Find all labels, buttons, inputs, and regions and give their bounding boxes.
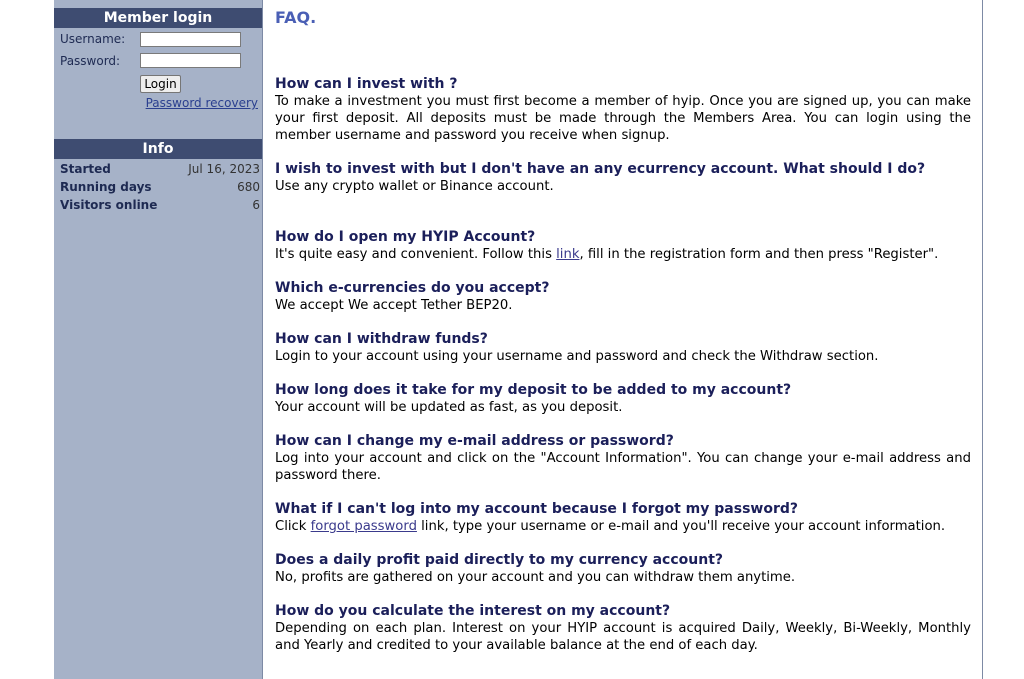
forgot-password-link[interactable]: forgot password xyxy=(310,519,417,534)
faq-item xyxy=(275,331,971,365)
faq-answer: Your account will be updated as fast, as you deposit. xyxy=(275,400,623,415)
password-label: Password: xyxy=(60,54,121,68)
faq-question: How can I change my e-mail address or password? xyxy=(275,433,674,449)
faq-question: I wish to invest with but I don't have an any ecurrency account. What should I do? xyxy=(275,161,926,177)
faq-list xyxy=(275,76,971,654)
registration-link[interactable]: link xyxy=(556,247,580,262)
faq-answer: Login to your account using your username and password and check the Withdraw section. xyxy=(275,349,879,364)
faq-item xyxy=(275,552,971,586)
faq-answer xyxy=(275,518,971,535)
info-row-visitors-online xyxy=(60,198,260,216)
answer-text: link, type your username or e-mail and you'll receive your account information. xyxy=(416,519,946,534)
faq-item xyxy=(275,280,971,314)
faq-question: How can I withdraw funds? xyxy=(275,331,488,347)
info-row-running-days xyxy=(60,180,260,198)
faq-answer: We accept We accept Tether BEP20. xyxy=(275,298,513,313)
member-login-header: Member login xyxy=(54,8,262,28)
faq-question: How do you calculate the interest on my account? xyxy=(275,603,671,619)
faq-answer: Depending on each plan. Interest on your HYIP account is acquired Daily, Weekly, Bi-Weekly, Monthly and Yearly and credited to your available balance at the end of each day. xyxy=(275,621,971,653)
faq-question: How do I open my HYIP Account? xyxy=(275,229,536,245)
info-label: Running days xyxy=(60,180,152,194)
password-input[interactable] xyxy=(140,53,241,68)
faq-answer xyxy=(275,246,971,263)
username-input[interactable] xyxy=(140,32,241,47)
info-label: Started xyxy=(60,162,111,176)
password-recovery-link[interactable]: Password recovery xyxy=(145,96,258,110)
faq-answer: Log into your account and click on the "Account Information". You can change your e-mail address and password there. xyxy=(275,451,971,483)
faq-item xyxy=(275,229,971,263)
info-value: Jul 16, 2023 xyxy=(188,162,260,176)
faq-question: Which e-currencies do you accept? xyxy=(275,280,550,296)
faq-item xyxy=(275,161,971,195)
sidebar xyxy=(54,0,263,679)
faq-question: How can I invest with ? xyxy=(275,76,458,92)
faq-item xyxy=(275,76,971,144)
info-value: 6 xyxy=(252,198,260,212)
info-label: Visitors online xyxy=(60,198,158,212)
page-title: FAQ. xyxy=(275,8,317,27)
main-content xyxy=(263,0,983,679)
faq-question: Does a daily profit paid directly to my currency account? xyxy=(275,552,724,568)
answer-text: It's quite easy and convenient. Follow this xyxy=(275,247,557,262)
faq-item xyxy=(275,603,971,654)
faq-question: How long does it take for my deposit to be added to my account? xyxy=(275,382,792,398)
faq-item xyxy=(275,382,971,416)
answer-text: Click xyxy=(275,519,311,534)
faq-answer: No, profits are gathered on your account and you can withdraw them anytime. xyxy=(275,570,796,585)
answer-text: , fill in the registration form and then press "Register". xyxy=(579,247,939,262)
username-label: Username: xyxy=(60,32,126,46)
faq-answer: To make a investment you must first become a member of hyip. Once you are signed up, you can make your first deposit. All deposits must be made through the Members Area. You can login using the member username and password you receive when signup. xyxy=(275,94,971,143)
faq-answer: Use any crypto wallet or Binance account. xyxy=(275,179,554,194)
login-button[interactable]: Login xyxy=(140,75,181,93)
info-value: 680 xyxy=(237,180,260,194)
info-row-started xyxy=(60,162,260,180)
faq-item xyxy=(275,433,971,484)
faq-question: What if I can't log into my account because I forgot my password? xyxy=(275,501,799,517)
info-header: Info xyxy=(54,139,262,159)
faq-item xyxy=(275,501,971,535)
